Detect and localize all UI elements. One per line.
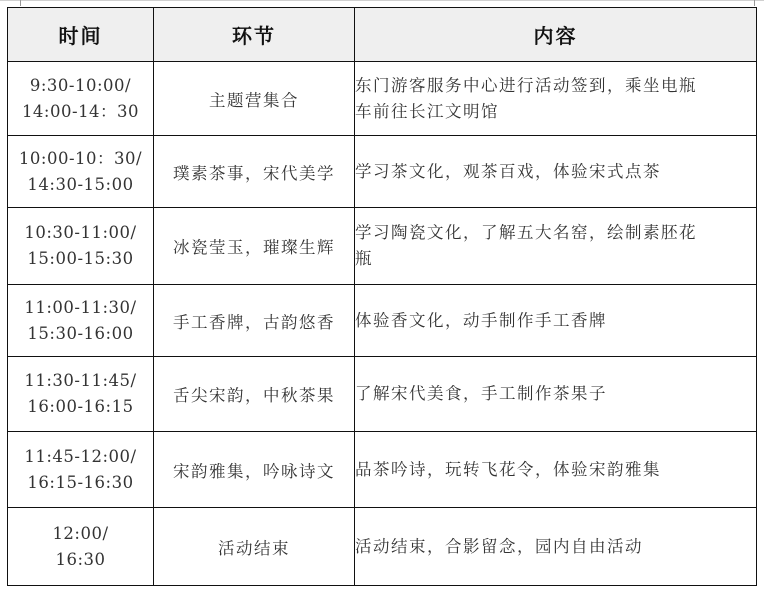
- time-afternoon: 16:30: [55, 549, 106, 569]
- time-cell: [8, 508, 154, 586]
- content-cell: [355, 136, 757, 208]
- table-row: [8, 62, 757, 136]
- content-cell: [355, 432, 757, 508]
- content-line-2: 瓶: [355, 249, 373, 268]
- content-cell: [355, 285, 757, 357]
- content-cell: [355, 208, 757, 285]
- header-content: 内容: [355, 8, 757, 62]
- content-cell: [355, 357, 757, 432]
- time-morning: 9:30-10:00/: [29, 75, 132, 95]
- time-afternoon: 15:30-16:00: [27, 323, 134, 343]
- content-cell: [355, 62, 757, 136]
- segment-cell: 活动结束: [154, 508, 355, 586]
- table-row: [8, 357, 757, 432]
- table-row: [8, 508, 757, 586]
- time-afternoon: 14:00-14：30: [21, 101, 140, 121]
- segment-cell: 手工香牌，古韵悠香: [154, 285, 355, 357]
- page-edge-mark-right: [754, 0, 755, 6]
- segment-cell: 璞素茶事，宋代美学: [154, 136, 355, 208]
- page-top-border: [0, 0, 764, 5]
- time-afternoon: 16:15-16:30: [27, 472, 134, 492]
- content-cell: [355, 508, 757, 586]
- time-morning: 11:45-12:00/: [24, 446, 137, 466]
- table-row: [8, 136, 757, 208]
- table-row: [8, 432, 757, 508]
- time-morning: 12:00/: [52, 523, 109, 543]
- time-cell: [8, 136, 154, 208]
- content-line-2: 车前往长江文明馆: [355, 101, 499, 121]
- content-line-1: 活动结束，合影留念，园内自由活动: [355, 536, 643, 556]
- header-segment: 环节: [154, 8, 355, 62]
- content-line-1: 品茶吟诗，玩转飞花令，体验宋韵雅集: [355, 459, 661, 479]
- table-row: [8, 208, 757, 285]
- segment-cell: 冰瓷莹玉，璀璨生辉: [154, 208, 355, 285]
- time-morning: 11:00-11:30/: [24, 297, 137, 317]
- time-cell: [8, 357, 154, 432]
- content-line-1: 学习陶瓷文化，了解五大名窑，绘制素胚花: [355, 223, 697, 242]
- content-line-1: 东门游客服务中心进行活动签到，乘坐电瓶: [355, 75, 697, 95]
- segment-cell: 舌尖宋韵，中秋茶果: [154, 357, 355, 432]
- time-cell: [8, 285, 154, 357]
- table-header-row: [8, 8, 757, 62]
- time-morning: 10:00-10：30/: [18, 148, 143, 168]
- time-morning: 10:30-11:00/: [24, 223, 137, 242]
- time-morning: 11:30-11:45/: [24, 371, 137, 390]
- header-time: 时间: [8, 8, 154, 62]
- table-row: [8, 285, 757, 357]
- time-cell: [8, 208, 154, 285]
- content-line-1: 体验香文化，动手制作手工香牌: [355, 310, 607, 330]
- time-afternoon: 14:30-15:00: [27, 174, 134, 194]
- time-afternoon: 16:00-16:15: [27, 397, 134, 416]
- segment-cell: 主题营集合: [154, 62, 355, 136]
- content-line-1: 学习茶文化，观茶百戏，体验宋式点茶: [355, 161, 661, 181]
- schedule-table: [7, 7, 757, 586]
- segment-cell: 宋韵雅集，吟咏诗文: [154, 432, 355, 508]
- time-cell: [8, 432, 154, 508]
- page-edge-mark-left: [20, 0, 21, 6]
- time-cell: [8, 62, 154, 136]
- content-line-1: 了解宋代美食，手工制作茶果子: [355, 384, 607, 403]
- time-afternoon: 15:00-15:30: [27, 249, 134, 268]
